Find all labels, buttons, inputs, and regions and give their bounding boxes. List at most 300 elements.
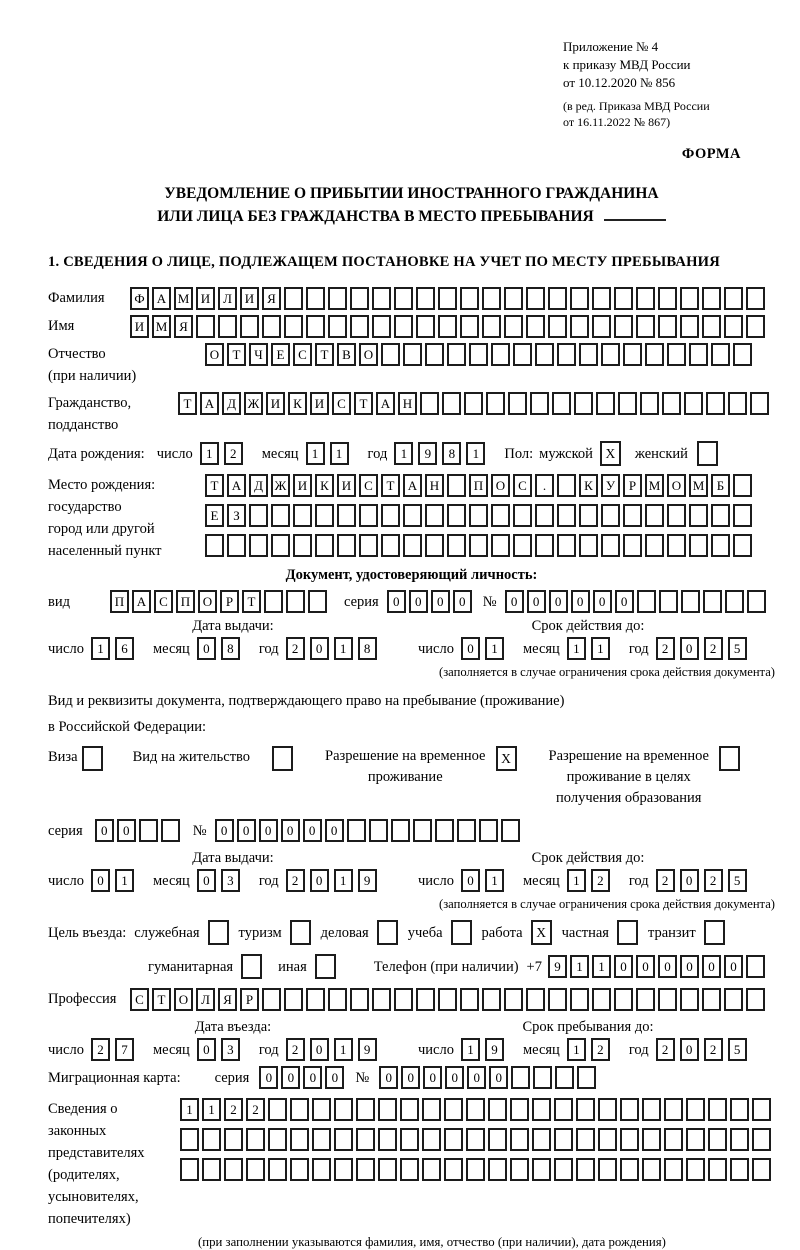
char-cell[interactable] [614,315,633,338]
char-cell[interactable] [180,1158,199,1181]
char-cell[interactable]: 1 [202,1098,221,1121]
char-cell[interactable] [262,988,281,1011]
char-cell[interactable] [513,504,532,527]
char-cell[interactable] [724,988,743,1011]
char-cell[interactable] [457,819,476,842]
char-cell[interactable] [733,343,752,366]
char-cell[interactable]: А [132,590,151,613]
char-cell[interactable]: 1 [394,442,413,465]
char-cell[interactable]: 2 [704,1038,723,1061]
char-cell[interactable]: Ж [271,474,290,497]
char-cell[interactable] [356,1098,375,1121]
char-cell[interactable]: П [469,474,488,497]
char-cell[interactable]: 0 [571,590,590,613]
char-cell[interactable] [689,534,708,557]
char-cell[interactable]: И [293,474,312,497]
char-cell[interactable]: 0 [310,637,329,660]
char-cell[interactable] [667,534,686,557]
char-cell[interactable] [746,315,765,338]
char-cell[interactable]: 0 [680,637,699,660]
char-cell[interactable] [708,1098,727,1121]
char-cell[interactable] [617,920,638,945]
char-cell[interactable] [451,920,472,945]
char-cell[interactable]: Р [623,474,642,497]
char-cell[interactable]: 5 [728,637,747,660]
char-cell[interactable] [711,343,730,366]
char-cell[interactable] [703,590,722,613]
char-cell[interactable] [554,1158,573,1181]
char-cell[interactable] [488,1098,507,1121]
char-cell[interactable] [592,315,611,338]
char-cell[interactable] [645,534,664,557]
char-cell[interactable] [312,1098,331,1121]
char-cell[interactable] [684,392,703,415]
char-cell[interactable] [161,819,180,842]
char-cell[interactable] [579,504,598,527]
char-cell[interactable] [400,1128,419,1151]
char-cell[interactable] [416,315,435,338]
char-cell[interactable] [752,1098,771,1121]
char-cell[interactable] [262,315,281,338]
char-cell[interactable] [708,1158,727,1181]
char-cell[interactable]: И [196,287,215,310]
char-cell[interactable] [513,534,532,557]
char-cell[interactable] [510,1158,529,1181]
char-cell[interactable] [557,474,576,497]
char-cell[interactable] [422,1098,441,1121]
char-cell[interactable]: 0 [505,590,524,613]
char-cell[interactable] [372,287,391,310]
char-cell[interactable] [394,315,413,338]
char-cell[interactable] [659,590,678,613]
char-cell[interactable] [623,534,642,557]
char-cell[interactable]: 0 [310,869,329,892]
char-cell[interactable]: 0 [636,955,655,978]
char-cell[interactable] [403,534,422,557]
char-cell[interactable]: 2 [591,869,610,892]
char-cell[interactable]: 0 [702,955,721,978]
char-cell[interactable]: 1 [592,955,611,978]
char-cell[interactable]: О [205,343,224,366]
char-cell[interactable] [350,988,369,1011]
char-cell[interactable] [416,988,435,1011]
char-cell[interactable] [469,504,488,527]
char-cell[interactable] [394,287,413,310]
char-cell[interactable]: Н [425,474,444,497]
char-cell[interactable] [464,392,483,415]
char-cell[interactable] [746,988,765,1011]
char-cell[interactable]: К [288,392,307,415]
char-cell[interactable]: 2 [656,637,675,660]
char-cell[interactable] [491,504,510,527]
char-cell[interactable] [350,287,369,310]
char-cell[interactable] [664,1128,683,1151]
char-cell[interactable] [308,590,327,613]
char-cell[interactable]: 0 [197,1038,216,1061]
char-cell[interactable] [447,474,466,497]
char-cell[interactable]: 8 [442,442,461,465]
char-cell[interactable] [504,287,523,310]
char-cell[interactable] [491,534,510,557]
char-cell[interactable] [488,1128,507,1151]
char-cell[interactable] [557,504,576,527]
char-cell[interactable] [601,343,620,366]
char-cell[interactable]: Т [152,988,171,1011]
char-cell[interactable]: 1 [466,442,485,465]
char-cell[interactable]: 1 [334,1038,353,1061]
char-cell[interactable]: Ч [249,343,268,366]
char-cell[interactable] [328,287,347,310]
char-cell[interactable] [526,988,545,1011]
char-cell[interactable]: Е [205,504,224,527]
char-cell[interactable] [620,1158,639,1181]
char-cell[interactable]: 0 [461,869,480,892]
char-cell[interactable]: Н [398,392,417,415]
char-cell[interactable] [315,504,334,527]
char-cell[interactable]: 1 [485,869,504,892]
char-cell[interactable] [667,504,686,527]
char-cell[interactable]: О [359,343,378,366]
char-cell[interactable]: 0 [325,819,344,842]
char-cell[interactable] [378,1128,397,1151]
char-cell[interactable]: 1 [567,1038,586,1061]
char-cell[interactable] [733,504,752,527]
char-cell[interactable] [381,534,400,557]
char-cell[interactable] [359,534,378,557]
char-cell[interactable]: 2 [591,1038,610,1061]
char-cell[interactable]: М [152,315,171,338]
char-cell[interactable] [579,343,598,366]
char-cell[interactable]: Б [711,474,730,497]
char-cell[interactable]: О [198,590,217,613]
char-cell[interactable]: 0 [680,955,699,978]
char-cell[interactable]: 0 [614,955,633,978]
char-cell[interactable]: Д [249,474,268,497]
char-cell[interactable]: С [154,590,173,613]
char-cell[interactable]: 0 [467,1066,486,1089]
char-cell[interactable] [420,392,439,415]
char-cell[interactable] [730,1158,749,1181]
char-cell[interactable]: С [130,988,149,1011]
char-cell[interactable] [312,1158,331,1181]
char-cell[interactable] [218,315,237,338]
char-cell[interactable] [548,315,567,338]
char-cell[interactable]: М [645,474,664,497]
char-cell[interactable] [719,746,740,771]
char-cell[interactable]: В [337,343,356,366]
char-cell[interactable]: А [227,474,246,497]
char-cell[interactable]: X [531,920,552,945]
char-cell[interactable] [482,988,501,1011]
char-cell[interactable] [637,590,656,613]
char-cell[interactable]: 1 [306,442,325,465]
char-cell[interactable]: 8 [358,637,377,660]
char-cell[interactable] [601,504,620,527]
char-cell[interactable] [662,392,681,415]
char-cell[interactable]: 0 [658,955,677,978]
char-cell[interactable]: 1 [591,637,610,660]
char-cell[interactable] [369,819,388,842]
char-cell[interactable] [416,287,435,310]
char-cell[interactable] [642,1128,661,1151]
char-cell[interactable] [728,392,747,415]
char-cell[interactable] [576,1158,595,1181]
char-cell[interactable] [513,343,532,366]
char-cell[interactable] [752,1158,771,1181]
char-cell[interactable] [724,287,743,310]
char-cell[interactable] [601,534,620,557]
char-cell[interactable] [680,988,699,1011]
char-cell[interactable] [686,1128,705,1151]
char-cell[interactable] [356,1128,375,1151]
char-cell[interactable]: X [496,746,517,771]
char-cell[interactable] [552,392,571,415]
char-cell[interactable] [271,534,290,557]
char-cell[interactable] [337,534,356,557]
char-cell[interactable] [202,1128,221,1151]
char-cell[interactable] [623,504,642,527]
char-cell[interactable]: Я [262,287,281,310]
char-cell[interactable] [548,988,567,1011]
char-cell[interactable] [488,1158,507,1181]
char-cell[interactable] [579,534,598,557]
char-cell[interactable]: 1 [485,637,504,660]
char-cell[interactable] [570,287,589,310]
char-cell[interactable] [290,1158,309,1181]
char-cell[interactable] [372,315,391,338]
char-cell[interactable]: А [152,287,171,310]
char-cell[interactable]: 2 [286,637,305,660]
char-cell[interactable] [284,315,303,338]
char-cell[interactable]: 0 [237,819,256,842]
char-cell[interactable] [315,954,336,979]
char-cell[interactable]: О [491,474,510,497]
char-cell[interactable]: 0 [259,1066,278,1089]
char-cell[interactable]: И [240,287,259,310]
char-cell[interactable]: 9 [548,955,567,978]
char-cell[interactable] [293,504,312,527]
char-cell[interactable] [391,819,410,842]
char-cell[interactable]: 5 [728,869,747,892]
char-cell[interactable]: Ж [244,392,263,415]
char-cell[interactable] [711,534,730,557]
char-cell[interactable] [466,1158,485,1181]
char-cell[interactable] [664,1158,683,1181]
char-cell[interactable]: Я [218,988,237,1011]
char-cell[interactable] [359,504,378,527]
char-cell[interactable] [435,819,454,842]
char-cell[interactable] [306,315,325,338]
char-cell[interactable] [460,988,479,1011]
char-cell[interactable] [378,1158,397,1181]
char-cell[interactable]: И [130,315,149,338]
char-cell[interactable] [636,988,655,1011]
char-cell[interactable]: 0 [401,1066,420,1089]
char-cell[interactable] [574,392,593,415]
char-cell[interactable]: 0 [615,590,634,613]
char-cell[interactable]: 9 [358,1038,377,1061]
char-cell[interactable] [413,819,432,842]
char-cell[interactable]: З [227,504,246,527]
char-cell[interactable] [479,819,498,842]
char-cell[interactable] [510,1098,529,1121]
char-cell[interactable] [469,534,488,557]
char-cell[interactable] [482,315,501,338]
char-cell[interactable]: Т [242,590,261,613]
char-cell[interactable]: С [293,343,312,366]
char-cell[interactable]: Е [271,343,290,366]
char-cell[interactable] [618,392,637,415]
char-cell[interactable] [724,315,743,338]
char-cell[interactable] [241,954,262,979]
char-cell[interactable]: 0 [593,590,612,613]
char-cell[interactable] [422,1158,441,1181]
char-cell[interactable] [271,504,290,527]
char-cell[interactable] [486,392,505,415]
char-cell[interactable] [504,988,523,1011]
char-cell[interactable] [636,287,655,310]
char-cell[interactable]: А [376,392,395,415]
char-cell[interactable]: 1 [330,442,349,465]
char-cell[interactable]: Т [354,392,373,415]
char-cell[interactable] [208,920,229,945]
char-cell[interactable] [570,988,589,1011]
char-cell[interactable] [246,1128,265,1151]
char-cell[interactable] [224,1128,243,1151]
char-cell[interactable] [315,534,334,557]
char-cell[interactable] [733,534,752,557]
char-cell[interactable]: 0 [91,869,110,892]
char-cell[interactable]: 0 [197,869,216,892]
char-cell[interactable]: И [310,392,329,415]
char-cell[interactable]: 1 [91,637,110,660]
char-cell[interactable] [526,287,545,310]
char-cell[interactable] [249,504,268,527]
char-cell[interactable] [224,1158,243,1181]
char-cell[interactable] [460,287,479,310]
char-cell[interactable] [620,1128,639,1151]
char-cell[interactable] [510,1128,529,1151]
char-cell[interactable] [381,504,400,527]
char-cell[interactable] [702,315,721,338]
char-cell[interactable] [642,1098,661,1121]
char-cell[interactable]: Л [196,988,215,1011]
char-cell[interactable] [268,1098,287,1121]
char-cell[interactable] [290,1098,309,1121]
char-cell[interactable] [535,504,554,527]
char-cell[interactable] [466,1128,485,1151]
char-cell[interactable] [466,1098,485,1121]
char-cell[interactable] [555,1066,574,1089]
char-cell[interactable] [306,988,325,1011]
char-cell[interactable] [680,287,699,310]
char-cell[interactable]: М [689,474,708,497]
char-cell[interactable] [645,343,664,366]
char-cell[interactable] [268,1128,287,1151]
char-cell[interactable] [577,1066,596,1089]
char-cell[interactable]: 2 [246,1098,265,1121]
char-cell[interactable] [592,287,611,310]
char-cell[interactable] [337,504,356,527]
char-cell[interactable] [356,1158,375,1181]
char-cell[interactable] [290,920,311,945]
char-cell[interactable] [592,988,611,1011]
char-cell[interactable]: У [601,474,620,497]
char-cell[interactable] [532,1158,551,1181]
char-cell[interactable]: 0 [117,819,136,842]
char-cell[interactable] [702,988,721,1011]
char-cell[interactable] [403,504,422,527]
char-cell[interactable]: О [174,988,193,1011]
char-cell[interactable] [268,1158,287,1181]
char-cell[interactable] [658,287,677,310]
char-cell[interactable] [469,343,488,366]
char-cell[interactable]: 2 [286,1038,305,1061]
char-cell[interactable]: 0 [680,1038,699,1061]
char-cell[interactable] [680,315,699,338]
char-cell[interactable] [372,988,391,1011]
char-cell[interactable] [554,1098,573,1121]
char-cell[interactable]: 0 [310,1038,329,1061]
char-cell[interactable]: Т [205,474,224,497]
char-cell[interactable]: 0 [325,1066,344,1089]
char-cell[interactable]: 6 [115,637,134,660]
char-cell[interactable] [614,287,633,310]
char-cell[interactable] [284,287,303,310]
char-cell[interactable] [752,1128,771,1151]
char-cell[interactable]: 0 [489,1066,508,1089]
char-cell[interactable]: Р [220,590,239,613]
char-cell[interactable]: 2 [224,442,243,465]
char-cell[interactable]: 0 [461,637,480,660]
char-cell[interactable]: А [200,392,219,415]
char-cell[interactable]: Д [222,392,241,415]
char-cell[interactable] [598,1158,617,1181]
char-cell[interactable] [444,1098,463,1121]
char-cell[interactable] [425,534,444,557]
char-cell[interactable] [286,590,305,613]
char-cell[interactable]: 1 [334,637,353,660]
char-cell[interactable] [438,315,457,338]
char-cell[interactable] [350,315,369,338]
char-cell[interactable]: 0 [431,590,450,613]
char-cell[interactable]: Р [240,988,259,1011]
char-cell[interactable]: 3 [221,1038,240,1061]
char-cell[interactable]: . [535,474,554,497]
char-cell[interactable]: 0 [387,590,406,613]
char-cell[interactable]: 0 [409,590,428,613]
char-cell[interactable] [444,1158,463,1181]
char-cell[interactable]: С [513,474,532,497]
char-cell[interactable] [290,1128,309,1151]
char-cell[interactable] [328,988,347,1011]
char-cell[interactable] [532,1098,551,1121]
char-cell[interactable] [196,315,215,338]
char-cell[interactable] [293,534,312,557]
char-cell[interactable] [425,504,444,527]
char-cell[interactable]: 0 [724,955,743,978]
char-cell[interactable] [447,504,466,527]
char-cell[interactable]: 0 [379,1066,398,1089]
char-cell[interactable] [334,1128,353,1151]
char-cell[interactable]: Т [381,474,400,497]
char-cell[interactable]: 2 [704,637,723,660]
char-cell[interactable]: 0 [445,1066,464,1089]
char-cell[interactable] [378,1098,397,1121]
char-cell[interactable]: Ф [130,287,149,310]
char-cell[interactable]: 1 [180,1098,199,1121]
char-cell[interactable] [620,1098,639,1121]
